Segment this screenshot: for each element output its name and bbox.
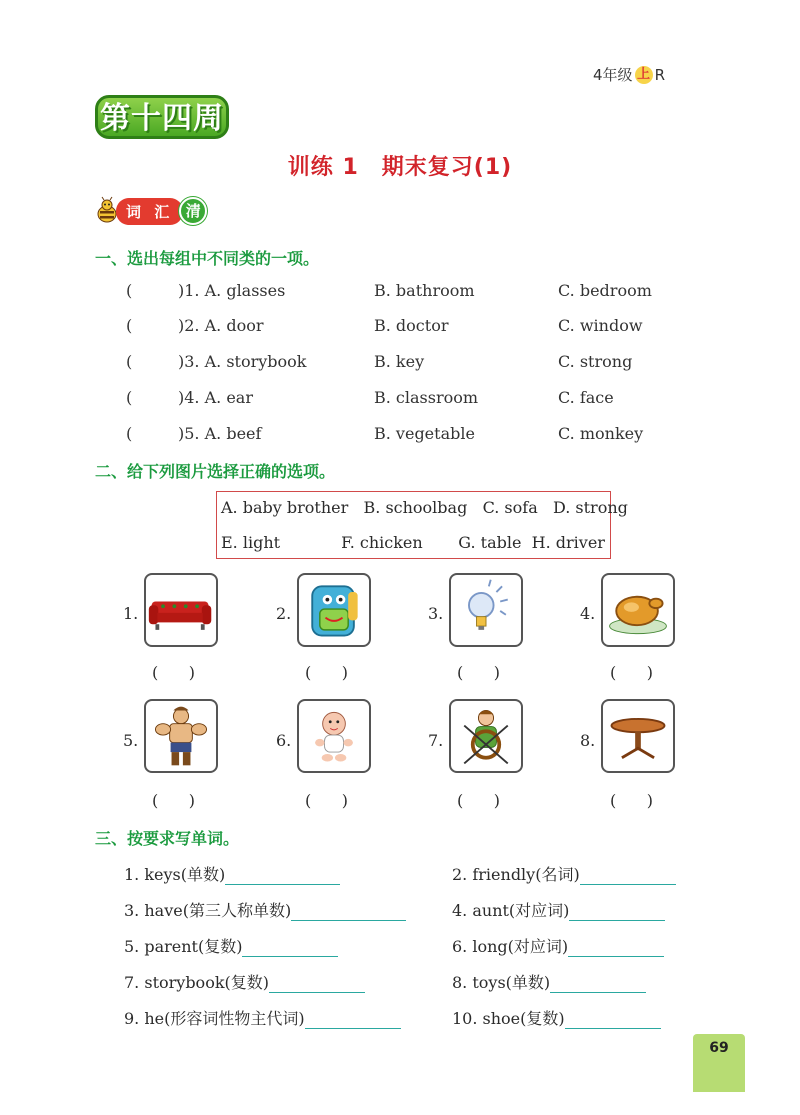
answer-line[interactable] xyxy=(565,1012,661,1029)
answer-blank[interactable]: ( ) xyxy=(152,663,195,682)
answer-blank[interactable]: ( ) xyxy=(457,791,500,810)
list-item: 6. long(对应词) xyxy=(452,934,664,957)
answer-line[interactable] xyxy=(242,940,338,957)
list-item: 3. have(第三人称单数) xyxy=(124,898,406,921)
list-item: 8. toys(单数) xyxy=(452,970,646,993)
picture-number: 1. xyxy=(123,604,139,623)
list-item: 7. storybook(复数) xyxy=(124,970,365,993)
vocab-circle: 清 xyxy=(179,197,207,225)
picture-number: 5. xyxy=(123,731,139,750)
section3-heading: 三、按要求写单词。 xyxy=(95,829,240,848)
sofa-icon xyxy=(144,573,218,647)
answer-line[interactable] xyxy=(305,1012,401,1029)
answer-blank[interactable]: ( ) xyxy=(457,663,500,682)
strong-man-icon xyxy=(144,699,218,773)
option-c: C. face xyxy=(558,388,614,407)
answer-line[interactable] xyxy=(269,976,365,993)
option-b: B. key xyxy=(374,352,425,371)
grade-label xyxy=(593,64,665,85)
grade-prefix: 4年级 xyxy=(593,66,633,84)
page-title: 训练 1 期末复习(1) xyxy=(287,155,513,180)
answer-blank[interactable]: ( ) xyxy=(610,663,653,682)
options-line-1: A. baby brother B. schoolbag C. sofa D. strong xyxy=(221,498,628,517)
word-options-box xyxy=(216,491,628,559)
list-item: 4. aunt(对应词) xyxy=(452,898,665,921)
answer-line[interactable] xyxy=(569,904,665,921)
section1-heading: 一、选出每组中不同类的一项。 xyxy=(95,249,320,268)
light-bulb-icon xyxy=(449,573,523,647)
table-icon xyxy=(601,699,675,773)
list-item: 9. he(形容词性物主代词) xyxy=(124,1006,401,1029)
list-item: 2. friendly(名词) xyxy=(452,862,676,885)
vocab-badge xyxy=(92,196,207,226)
option-b: B. vegetable xyxy=(374,424,475,443)
option-b: B. doctor xyxy=(374,316,449,335)
section2-heading: 二、给下列图片选择正确的选项。 xyxy=(95,462,336,481)
option-c: C. window xyxy=(558,316,643,335)
options-line-2: E. light F. chicken G. table H. driver xyxy=(221,533,605,552)
list-item: ( )1. A. glasses xyxy=(126,281,286,300)
picture-number: 6. xyxy=(276,731,292,750)
picture-number: 4. xyxy=(580,604,596,623)
vocab-label: 词 汇 xyxy=(116,198,183,225)
answer-line[interactable] xyxy=(291,904,406,921)
answer-blank[interactable]: ( ) xyxy=(610,791,653,810)
answer-line[interactable] xyxy=(580,868,676,885)
list-item: ( )2. A. door xyxy=(126,316,264,335)
list-item: 1. keys(单数) xyxy=(124,862,340,885)
baby-icon xyxy=(297,699,371,773)
list-item: 10. shoe(复数) xyxy=(452,1006,661,1029)
grade-term-badge: 上 xyxy=(635,66,653,84)
option-b: B. bathroom xyxy=(374,281,475,300)
week-badge xyxy=(95,95,227,137)
list-item: ( )4. A. ear xyxy=(126,388,253,407)
schoolbag-icon xyxy=(297,573,371,647)
option-b: B. classroom xyxy=(374,388,479,407)
answer-blank[interactable]: ( ) xyxy=(305,663,348,682)
list-item: ( )3. A. storybook xyxy=(126,352,307,371)
answer-blank[interactable]: ( ) xyxy=(305,791,348,810)
grade-suffix: R xyxy=(654,65,665,84)
answer-line[interactable] xyxy=(568,940,664,957)
week-label: 第十四周 xyxy=(95,95,229,139)
option-c: C. strong xyxy=(558,352,633,371)
list-item: 5. parent(复数) xyxy=(124,934,338,957)
picture-number: 3. xyxy=(428,604,444,623)
answer-line[interactable] xyxy=(550,976,646,993)
list-item: ( )5. A. beef xyxy=(126,424,262,443)
answer-blank[interactable]: ( ) xyxy=(152,791,195,810)
answer-line[interactable] xyxy=(225,868,340,885)
option-c: C. monkey xyxy=(558,424,644,443)
page-number: 69 xyxy=(693,1034,745,1092)
picture-number: 2. xyxy=(276,604,292,623)
picture-number: 8. xyxy=(580,731,596,750)
option-c: C. bedroom xyxy=(558,281,652,300)
picture-number: 7. xyxy=(428,731,444,750)
roast-chicken-icon xyxy=(601,573,675,647)
driver-icon xyxy=(449,699,523,773)
